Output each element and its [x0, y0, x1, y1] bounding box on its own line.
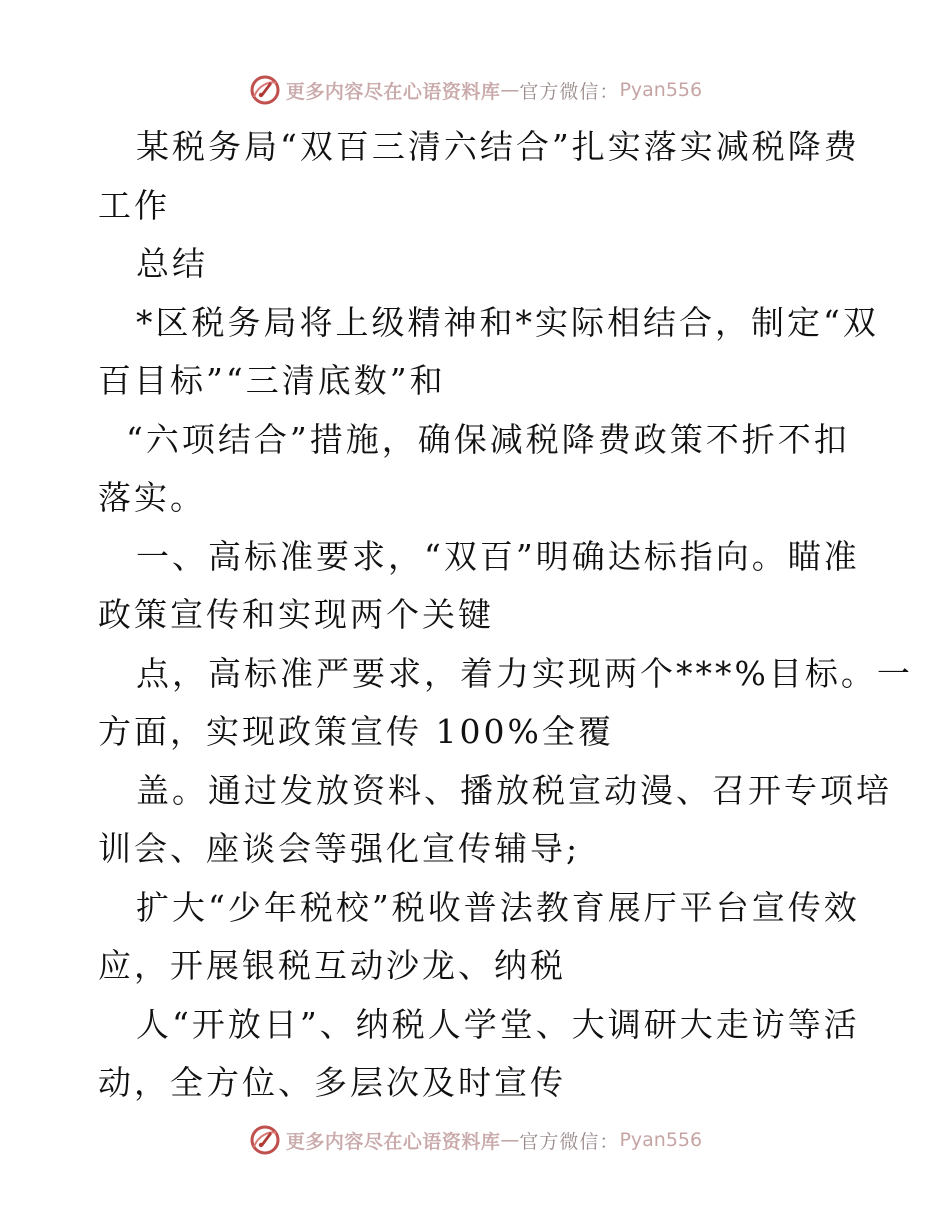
- paragraph-line: 盖。通过发放资料、播放税宣动漫、召开专项培: [136, 770, 892, 810]
- title-line-1: 某税务局“双百三清六结合”扎实落实减税降费: [136, 127, 860, 166]
- watermark-brand-text: 更多内容尽在心语资料库: [285, 1130, 501, 1153]
- paragraph-line: 扩大“少年税校”税收普法教育展厅平台宣传效: [136, 887, 860, 927]
- paragraph-line: *区税务局将上级精神和*实际相结合，制定“双: [136, 302, 879, 342]
- paragraph-line: 人“开放日”、纳税人学堂、大调研大走访等活: [136, 1004, 860, 1044]
- watermark-dash: —: [500, 79, 520, 101]
- watermark-wechat-id: Pyan556: [619, 1129, 703, 1151]
- paragraph-line: “六项结合”措施，确保减税降费政策不折不扣: [126, 419, 850, 459]
- paragraph-line: 应，开展银税互动沙龙、纳税: [98, 946, 566, 985]
- watermark-brand-text: 更多内容尽在心语资料库: [285, 80, 501, 103]
- document-body: [98, 118, 913, 1113]
- title-line-3: 总结: [136, 244, 208, 283]
- paragraph-line: 训会、座谈会等强化宣传辅导;: [98, 829, 581, 868]
- footer-watermark-banner: [0, 1120, 950, 1160]
- pen-nib-swirl-icon: [248, 73, 282, 107]
- pen-nib-swirl-icon: [248, 1123, 282, 1157]
- section-heading-line: 一、高标准要求，“双百”明确达标指向。瞄准: [136, 536, 860, 576]
- watermark-wechat-label: 官方微信：: [519, 1130, 620, 1153]
- paragraph-line: 百目标”“三清底数”和: [98, 361, 446, 400]
- title-line-2: 工作: [98, 185, 170, 225]
- paragraph-line: 落实。: [98, 478, 206, 517]
- paragraph-line: 方面，实现政策宣传 100%全覆: [98, 712, 614, 751]
- paragraph-line: 点，高标准严要求，着力实现两个***%目标。一: [136, 653, 913, 693]
- header-watermark-banner: [0, 70, 950, 110]
- paragraph-line: 动，全方位、多层次及时宣传: [98, 1063, 566, 1102]
- watermark-dash: —: [500, 1129, 520, 1151]
- paragraph-line: 政策宣传和实现两个关键: [98, 595, 494, 634]
- watermark-wechat-id: Pyan556: [619, 79, 703, 101]
- watermark-wechat-label: 官方微信：: [519, 80, 620, 103]
